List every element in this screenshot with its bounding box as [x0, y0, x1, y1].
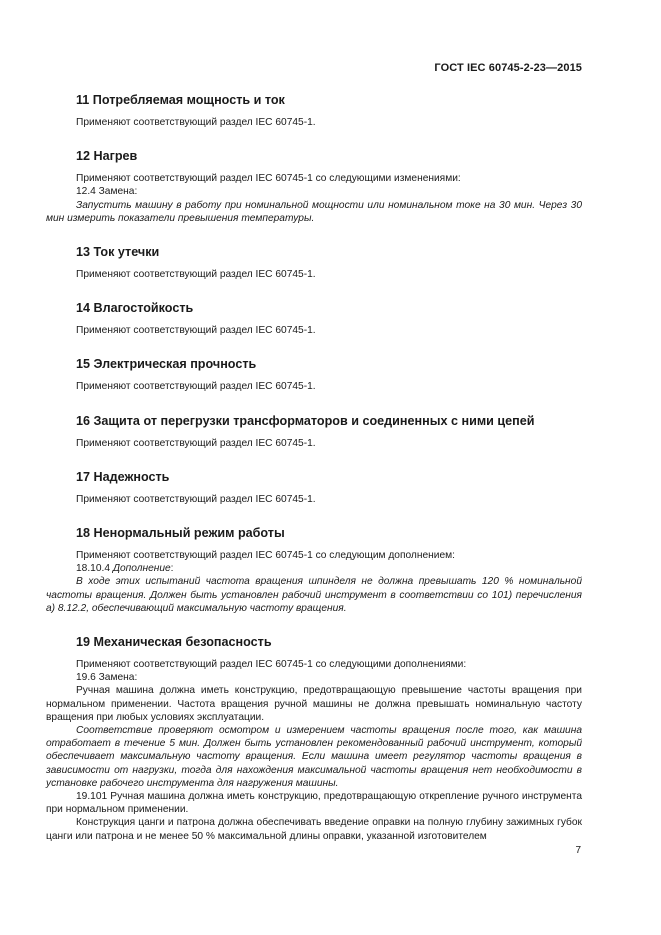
section-11 [46, 92, 582, 129]
paragraph: Применяют соответствующий раздел IEC 60745-1. [76, 437, 316, 449]
paragraph-italic: В ходе этих испытаний частота вращения шпинделя не должна превышать 120 % номинальной частоты вращения. Должен быть установлен рабочий инструмент в соответствии со 101) перечисления а) 8.12.2, обеспечивающий максимальную частоту вращения. [46, 576, 582, 614]
clause-type: Дополнение [112, 563, 171, 575]
paragraph [46, 562, 582, 575]
section-15 [46, 356, 582, 393]
paragraph: 19.101 Ручная машина должна иметь конструкцию, предотвращающую открепление ручного инструмента при нормальном применении. [46, 791, 582, 816]
paragraph: Применяют соответствующий раздел IEC 60745-1. [76, 117, 316, 128]
paragraph: Ручная машина должна иметь конструкцию, предотвращающую превышение частоты вращения при нормальном применении. Частота вращения ручной машины не должна превышать номинальную частоту вращения при любых условиях эксплуатации. [46, 685, 582, 723]
section-title: 11 Потребляемая мощность и ток [76, 93, 285, 107]
section-12 [46, 148, 582, 225]
section-title: 15 Электрическая прочность [76, 357, 257, 372]
paragraph: Применяют соответствующий раздел IEC 60745-1. [76, 325, 316, 337]
section-18 [46, 525, 582, 615]
section-title: 19 Механическая безопасность [76, 635, 272, 650]
paragraph: Применяют соответствующий раздел IEC 60745-1. [76, 381, 316, 393]
paragraph-italic: Соответствие проверяют осмотром и измерением частоты вращения после того, как машина отработает в течение 5 мин. Должен быть установлен рекомендованный рабочий инструмент, который обеспечивает максимальную частоту вращения. Если машина имеет регулятор частоты вращения в зависимости от нагрузки, тогда для нахождения максимальной частоты вращения нет необходимости в установке рабочего инструмента для нагружения машины. [46, 725, 582, 789]
clause-colon: : [170, 563, 174, 575]
section-title: 17 Надежность [76, 469, 170, 484]
section-title: 18 Ненормальный режим работы [76, 526, 285, 541]
section-title: 13 Ток утечки [76, 245, 160, 260]
section-19 [46, 634, 582, 843]
clause-number: 18.10.4 [76, 563, 113, 575]
page-content [46, 92, 582, 843]
paragraph: Применяют соответствующий раздел IEC 60745-1. [76, 269, 316, 281]
section-title: 16 Защита от перегрузки трансформаторов и соединенных с ними цепей [76, 413, 535, 428]
paragraph: Конструкция цанги и патрона должна обеспечивать введение оправки на полную глубину зажимных губок цанги или патрона и не менее 50 % максимальной длины оправки, указанной изготовителем [46, 817, 582, 842]
section-13 [46, 244, 582, 281]
page-number: 7 [575, 845, 581, 856]
paragraph: 19.6 Замена: [76, 672, 138, 684]
standard-header: ГОСТ IEC 60745-2-23—2015 [434, 62, 582, 74]
section-17 [46, 469, 582, 506]
paragraph: Применяют соответствующий раздел IEC 60745-1 со следующими изменениями: [76, 173, 461, 185]
section-title: 12 Нагрев [76, 149, 138, 164]
section-16 [46, 413, 582, 450]
paragraph-italic: Запустить машину в работу при номинальной мощности или номинальном токе на 30 мин. Через 30 мин измерить показатели превышения температуры. [46, 199, 582, 224]
paragraph: Применяют соответствующий раздел IEC 60745-1. [76, 493, 316, 505]
section-14 [46, 300, 582, 337]
section-title: 14 Влагостойкость [76, 301, 194, 316]
paragraph: Применяют соответствующий раздел IEC 60745-1 со следующими дополнениями: [76, 659, 467, 671]
paragraph: Применяют соответствующий раздел IEC 60745-1 со следующим дополнением: [76, 550, 455, 562]
paragraph: 12.4 Замена: [76, 186, 138, 198]
